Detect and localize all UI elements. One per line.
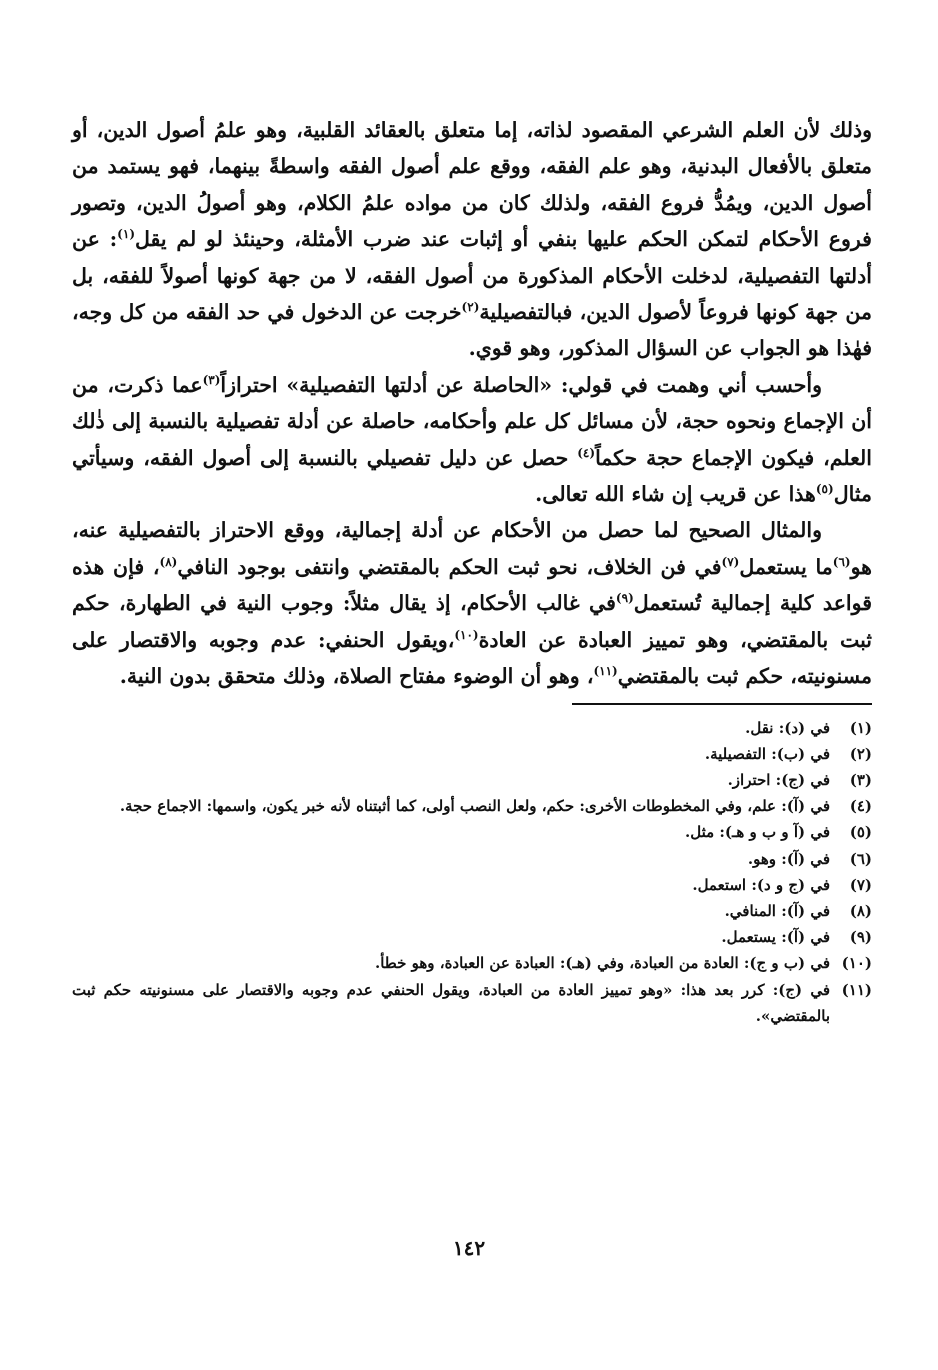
footnote-number: (١) [849, 718, 872, 737]
text-run: في فن الخلاف، نحو ثبت الحكم بالمقتضي وانتفى بوجود النافي [177, 554, 722, 579]
text-run: وأحسب أني وهمت في قولي: «الحاصلة عن أدلتها التفصيلية» احترازاً [220, 372, 822, 397]
text-run: : عن أدلتها التفصيلية، لدخلت الأحكام المذكورة من أصول الفقه، لا من جهة كونها أصولاً للفقه، بل من جهة كونها فروعاً لأصول الدين، فبالتفصيلية [72, 227, 872, 325]
footnote-marker-6: (٦) [832, 555, 851, 570]
footnote [72, 741, 872, 767]
footnote-text: في (آ): علم، وفي المخطوطات الأخرى: حكم، ولعل النصب أولى، كما أثبتناه لأنه خبر يكون، واسمها: الاجماع حجة. [119, 797, 830, 816]
footnote-marker-5: (٥) [815, 482, 834, 497]
footnote [72, 924, 872, 950]
footnote [72, 767, 872, 793]
footnote-number: (٩) [849, 928, 872, 947]
text-run: في غالب الأحكام، إذ يقال مثلاً: وجوب النية في الطهارة، حكم ثبت بالمقتضي، وهو تمييز العبادة عن العادة [72, 591, 873, 652]
text-run: ، فإن هذه قواعد كلية إجمالية تُستعمل [72, 554, 873, 616]
footnote-marker-7: (٧) [721, 555, 740, 570]
footnotes [72, 715, 872, 1029]
footnote-text: في (آ): وهو. [747, 849, 830, 868]
footnote-number: (٢) [849, 744, 872, 763]
footnote-text: في (ب): التفصيلية. [704, 744, 830, 763]
footnote-number: (٦) [849, 849, 872, 868]
text-run: والمثال الصحيح لما حصل من الأحكام عن أدلة إجمالية، ووقع الاحتراز بالتفصيلية عنه، هو [72, 518, 872, 579]
footnote-text: في (ج): كرر بعد هذا: «وهو تمييز العادة من العبادة، ويقول الحنفي عدم وجوبه والاقتصار على مسنونيته حكم ثبت بالمقتضي». [72, 980, 830, 1025]
text-run: وذلك لأن العلم الشرعي المقصود لذاته، إما متعلق بالعقائد القلبية، وهو علمُ أصول الدين، أو متعلق بالأفعال البدنية، وهو علم الفقه، ووقع علم أصول الفقه واسطةً بينهما، فهو يستمد من أصول الدين، ويمُدُّ فروع الفقه، ولذلك كان من مواده علمُ الكلام، وهو أصولُ الدين، وتصور فروع الأحكام لتمكن الحكم عليها بنفي أو إثبات عند ضرب الأمثلة، وحينئذ لو لم يقل [72, 118, 872, 252]
footnote-text: في (د): نقل. [745, 718, 830, 737]
footnote-marker-9: (٩) [615, 591, 634, 606]
text-run: ما يستعمل [739, 554, 833, 579]
footnote-text: في (ب و ج): العادة من العبادة، وفي (هـ): العبادة عن العبادة، وهو خطأ. [375, 954, 830, 973]
footnote [72, 846, 872, 872]
footnote [72, 715, 872, 741]
text-run: ، وهو أن الوضوء مفتاح الصلاة، وذلك متحقق بدون النية. [119, 664, 594, 689]
footnote-marker-8: (٨) [159, 555, 178, 570]
footnote-text: في (آ و ب و هـ): مثل. [685, 823, 830, 842]
text-run: خرجت عن الدخول في حد الفقه من كل وجه، فهٰذا هو الجواب عن السؤال المذكور، وهو قوي. [72, 300, 872, 361]
page-number: ١٤٢ [452, 1236, 486, 1260]
footnote-marker-1: (١) [117, 227, 135, 242]
footnote-marker-11: (١١) [593, 664, 618, 679]
text-run: هذا عن قريب إن شاء الله تعالى. [535, 482, 816, 507]
footnote-divider [572, 703, 872, 705]
main-text [72, 112, 872, 695]
paragraph-3 [72, 512, 872, 694]
footnote-text: في (آ): يستعمل. [721, 928, 830, 947]
footnote-number: (٥) [849, 823, 872, 842]
footnote-text: في (آ): المنافي. [724, 901, 830, 920]
footnote-text: في (ج و د): استعمل. [692, 875, 830, 894]
footnote-number: (٧) [849, 875, 872, 894]
text-run: ،ويقول الحنفي: عدم وجوبه والاقتصار على مسنونيته، حكم ثبت بالمقتضي [72, 627, 872, 689]
footnote [72, 872, 872, 898]
footnote [72, 898, 872, 924]
page-content [72, 112, 872, 1029]
paragraph-2 [72, 367, 872, 513]
footnote-marker-3: (٣) [202, 373, 221, 388]
footnote [72, 819, 872, 845]
footnote-number: (٣) [849, 770, 872, 789]
footnote [72, 950, 872, 976]
paragraph-1 [72, 112, 872, 367]
footnote-number: (١٠) [841, 954, 872, 973]
footnote-number: (٨) [849, 901, 872, 920]
footnote-marker-2: (٢) [461, 300, 480, 315]
footnote-number: (٤) [849, 797, 872, 816]
footnote-number: (١١) [841, 980, 872, 999]
text-run: حصل عن دليل تفصيلي بالنسبة إلى أصول الفقه، وسيأتي مثال [72, 445, 872, 507]
text-run: عما ذكرت، من أن الإجماع ونحوه حجة، لأن مسائل كل علم وأحكامه، حاصلة عن أدلة تفصيلية بالنسبة إلى ذٰلك العلم، فيكون الإجماع حجة حكماً [72, 372, 872, 470]
footnote-text: في (ج): احتراز. [727, 770, 830, 789]
footnote [72, 977, 872, 1029]
footnote [72, 793, 872, 819]
footnote-marker-10: (١٠) [454, 627, 479, 642]
footnote-marker-4: (٤) [577, 445, 596, 460]
